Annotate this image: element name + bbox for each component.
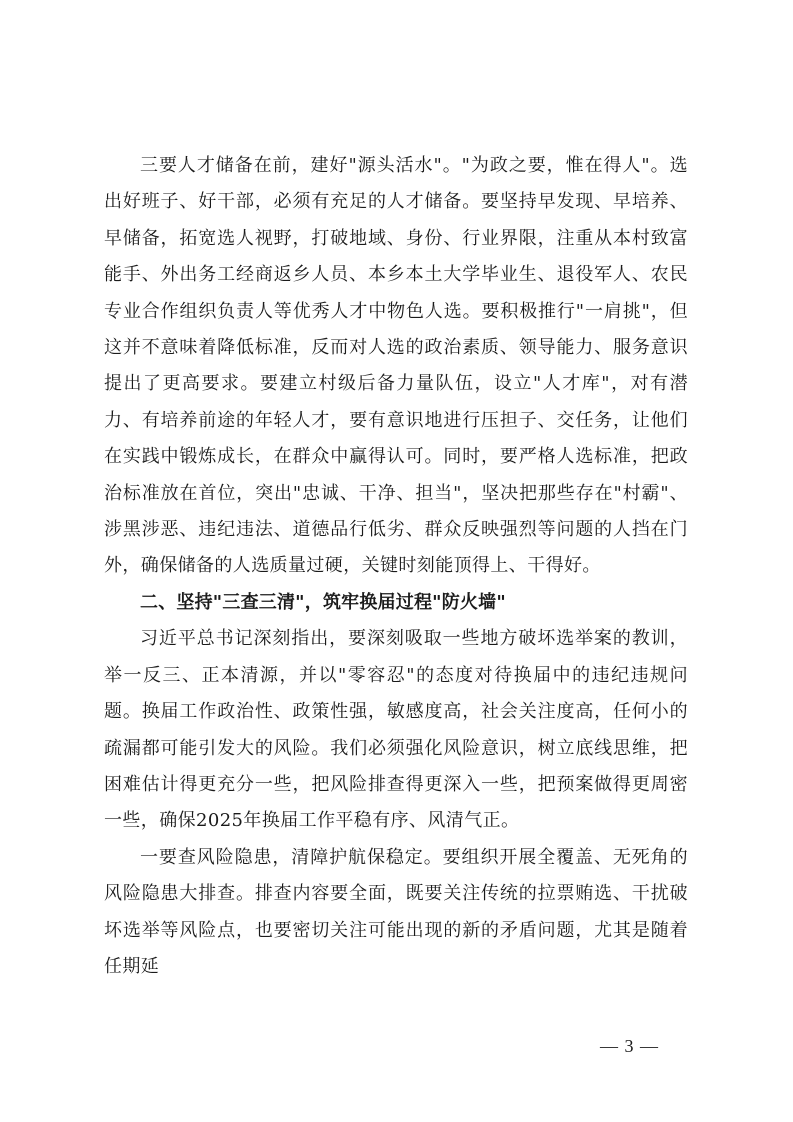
page-number: — 3 —: [600, 1036, 659, 1056]
paragraph-talent-reserve: 三要人才储备在前，建好"源头活水"。"为政之要，惟在得人"。选出好班子、好干部，必须有充足的人才储备。要坚持早发现、早培养、早储备，拓宽选人视野，打破地域、身份、行业界限，注重从本村致富能手、外出务工经商返乡人员、本乡本土大学毕业生、退役军人、农民专业合作组织负责人等优秀人才中物色人选。要积极推行"一肩挑"，但这并不意味着降低标准，反而对人选的政治素质、领导能力、服务意识提出了更高要求。要建立村级后备力量队伍，设立"人才库"，对有潜力、有培养前途的年轻人才，要有意识地进行压担子、交任务，让他们在实践中锻炼成长，在群众中赢得认可。同时，要严格人选标准，把政治标准放在首位，突出"忠诚、干净、担当"，坚决把那些存在"村霸"、涉黑涉恶、违纪违法、道德品行低劣、群众反映强烈等问题的人挡在门外，确保储备的人选质量过硬，关键时刻能顶得上、干得好。: [104, 155, 688, 577]
section-heading-two: 二、坚持"三查三清"，筑牢换届过程"防火墙": [140, 591, 506, 613]
paragraph-risk-check: 一要查风险隐患，清障护航保稳定。要组织开展全覆盖、无死角的风险隐患大排查。排查内容要全面，既要关注传统的拉票贿选、干扰破坏选举等风险点，也要密切关注可能出现的新的矛盾问题，尤其是随着任期延: [104, 846, 688, 977]
document-body: [104, 148, 688, 985]
paragraph-risk-awareness: 习近平总书记深刻指出，要深刻吸取一些地方破坏选举案的教训，举一反三、正本清源，并以"零容忍"的态度对待换届中的违纪违规问题。换届工作政治性、政策性强，敏感度高，社会关注度高，任何小的疏漏都可能引发大的风险。我们必须强化风险意识，树立底线思维，把困难估计得更充分一些，把风险排查得更深入一些，把预案做得更周密一些，确保2025年换届工作平稳有序、风清气正。: [104, 628, 688, 832]
